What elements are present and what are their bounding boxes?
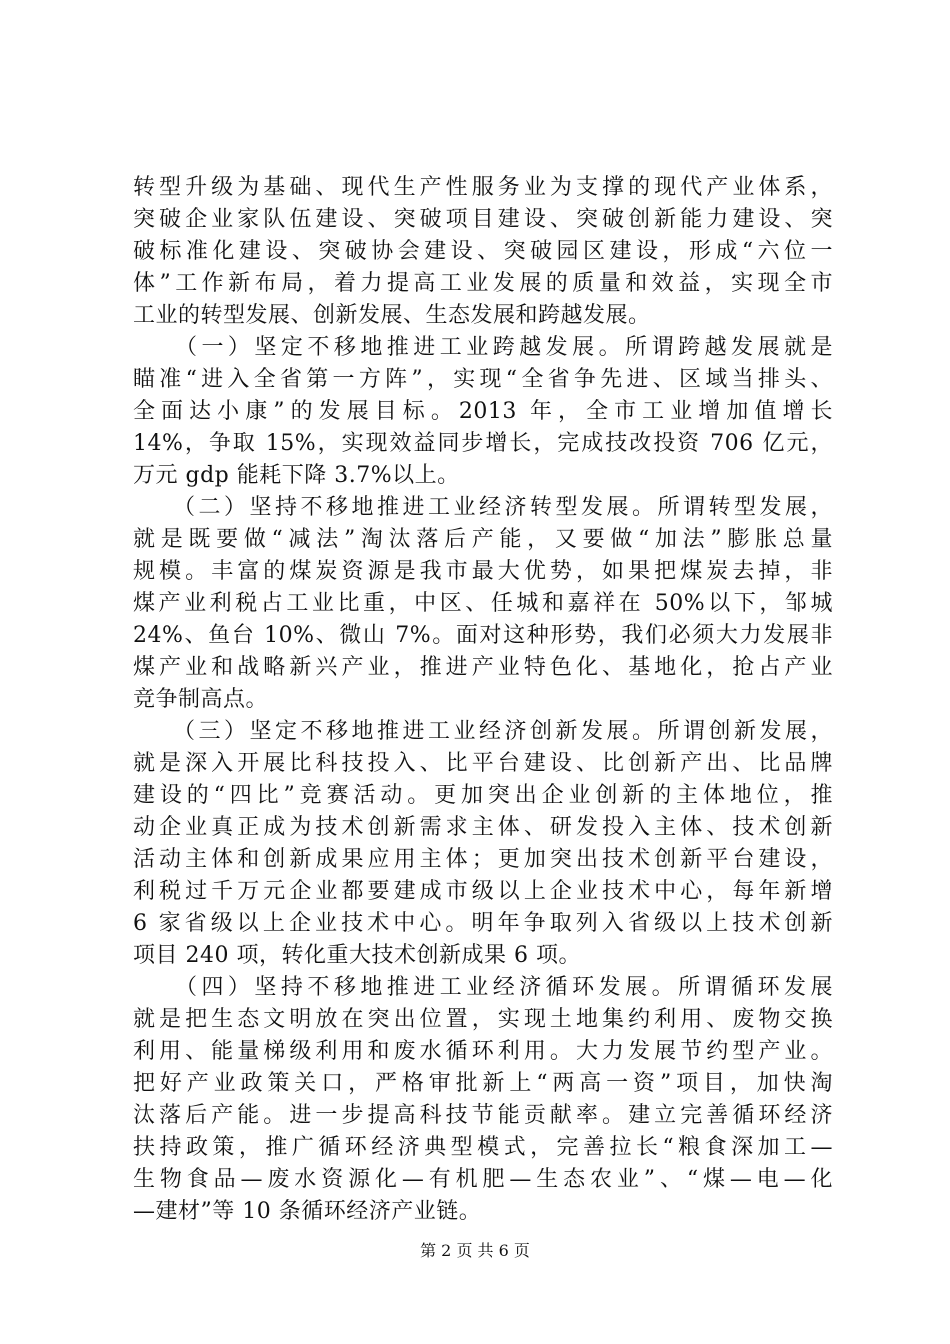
body-line: 扶持政策，推广循环经济典型模式，完善拉长“粮食深加工—: [133, 1135, 833, 1160]
body-line: 生物食品—废水资源化—有机肥—生态农业”、“煤—电—化: [133, 1167, 833, 1192]
body-line: 汰落后产能。进一步提高科技节能贡献率。建立完善循环经济: [133, 1103, 833, 1128]
body-line: （二）坚持不移地推进工业经济转型发展。所谓转型发展，: [133, 495, 833, 520]
body-line: 瞄准“进入全省第一方阵”，实现“全省争先进、区域当排头、: [133, 367, 833, 392]
body-line: 煤产业利税占工业比重，中区、任城和嘉祥在 50%以下，邹城: [133, 591, 833, 616]
body-line: 6 家省级以上企业技术中心。明年争取列入省级以上技术创新: [133, 911, 833, 936]
body-line: 转型升级为基础、现代生产性服务业为支撑的现代产业体系，: [133, 175, 833, 200]
body-line: 万元 gdp 能耗下降 3.7%以上。: [133, 463, 460, 488]
body-line: （一）坚定不移地推进工业跨越发展。所谓跨越发展就是: [133, 335, 833, 360]
body-line: 就是深入开展比科技投入、比平台建设、比创新产出、比品牌: [133, 751, 833, 776]
body-line: 利税过千万元企业都要建成市级以上企业技术中心，每年新增: [133, 879, 833, 904]
body-line: 煤产业和战略新兴产业，推进产业特色化、基地化，抢占产业: [133, 655, 833, 680]
document-body: [133, 172, 833, 1228]
body-line: 利用、能量梯级利用和废水循环利用。大力发展节约型产业。: [133, 1039, 833, 1064]
body-line: 14%，争取 15%，实现效益同步增长，完成技改投资 706 亿元，: [133, 431, 833, 456]
body-line: 全面达小康”的发展目标。2013 年，全市工业增加值增长: [133, 399, 833, 424]
body-line: 工业的转型发展、创新发展、生态发展和跨越发展。: [133, 303, 651, 328]
body-line: 建设的“四比”竞赛活动。更加突出企业创新的主体地位，推: [133, 783, 833, 808]
body-line: 规模。丰富的煤炭资源是我市最大优势，如果把煤炭去掉，非: [133, 559, 833, 584]
body-line: 动企业真正成为技术创新需求主体、研发投入主体、技术创新: [133, 815, 833, 840]
body-line: 竞争制高点。: [133, 687, 269, 712]
body-line: （三）坚定不移地推进工业经济创新发展。所谓创新发展，: [133, 719, 833, 744]
body-line: 把好产业政策关口，严格审批新上“两高一资”项目，加快淘: [133, 1071, 833, 1096]
body-line: 体”工作新布局，着力提高工业发展的质量和效益，实现全市: [133, 271, 833, 296]
body-line: 24%、鱼台 10%、微山 7%。面对这种形势，我们必须大力发展非: [133, 623, 833, 648]
body-line: （四）坚持不移地推进工业经济循环发展。所谓循环发展: [133, 975, 833, 1000]
body-line: —建材”等 10 条循环经济产业链。: [133, 1199, 482, 1224]
body-line: 破标准化建设、突破协会建设、突破园区建设，形成“六位一: [133, 239, 833, 264]
body-line: 项目 240 项，转化重大技术创新成果 6 项。: [133, 943, 581, 968]
body-line: 突破企业家队伍建设、突破项目建设、突破创新能力建设、突: [133, 207, 833, 232]
body-line: 就是把生态文明放在突出位置，实现土地集约利用、废物交换: [133, 1007, 833, 1032]
body-line: 活动主体和创新成果应用主体；更加突出技术创新平台建设，: [133, 847, 833, 872]
page-footer: 第 2 页 共 6 页: [420, 1241, 530, 1260]
body-line: 就是既要做“减法”淘汰落后产能，又要做“加法”膨胀总量: [133, 527, 833, 552]
